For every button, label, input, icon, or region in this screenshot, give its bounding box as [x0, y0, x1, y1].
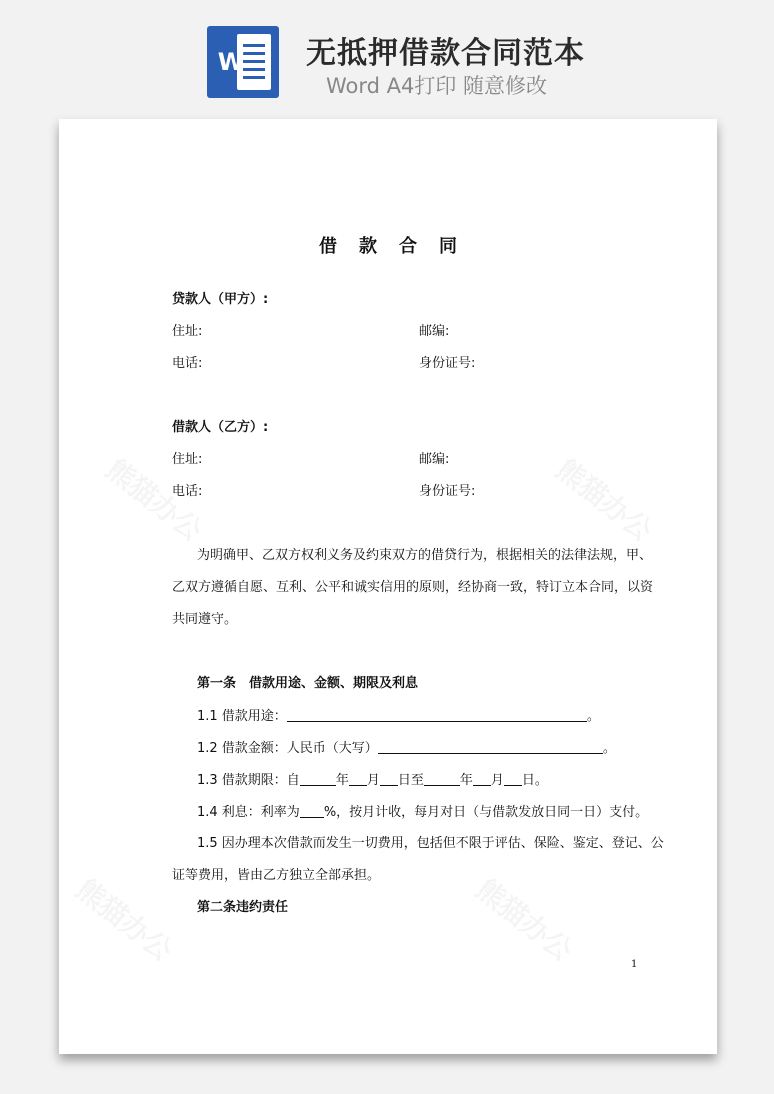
blank-field [378, 740, 603, 754]
clause-1-5-line: 1.5 因办理本次借款而发生一切费用，包括但不限于评估、保险、鉴定、登记、公 [197, 836, 664, 851]
clause-1-3: 1.3 借款期限：自 年 月 日至 年 月 日。 [197, 773, 548, 788]
blank-field [424, 772, 460, 786]
blank-field [287, 708, 587, 722]
page-number: 1 [631, 959, 638, 970]
document-title: 借款合同 [319, 236, 479, 257]
blank-field [504, 772, 522, 786]
page-title: 无抵押借款合同范本 [306, 36, 585, 71]
blank-field [300, 804, 324, 818]
page-subtitle: Word A4打印 随意修改 [326, 74, 548, 98]
lender-address-label: 住址: [172, 324, 203, 339]
lender-postcode-label: 邮编: [419, 324, 450, 339]
watermark [469, 869, 582, 969]
watermark [549, 449, 662, 549]
clause-1-1: 1.1 借款用途： 。 [197, 709, 600, 724]
article2-heading: 第二条违约责任 [197, 900, 289, 915]
lender-phone-label: 电话: [172, 356, 203, 371]
watermark [69, 869, 182, 969]
clause-1-4: 1.4 利息：利率为 %，按月计收，每月对日（与借款发放日同一日）支付。 [197, 805, 649, 820]
borrower-phone-label: 电话: [172, 484, 203, 499]
blank-field [349, 772, 367, 786]
header [0, 0, 774, 115]
clause-label: 1.1 借款用途： [197, 709, 287, 724]
blank-field [473, 772, 491, 786]
blank-field [380, 772, 398, 786]
clause-1-5-line: 证等费用，皆由乙方独立全部承担。 [172, 868, 381, 883]
clause-1-2: 1.2 借款金额：人民币（大写） 。 [197, 741, 616, 756]
borrower-heading: 借款人（乙方）: [172, 420, 269, 435]
borrower-postcode-label: 邮编: [419, 452, 450, 467]
document-page [59, 119, 717, 1054]
word-icon-letter: W [217, 48, 245, 76]
clause-label: 1.2 借款金额：人民币（大写） [197, 741, 378, 756]
preamble-line: 为明确甲、乙双方权利义务及约束双方的借贷行为，根据相关的法律法规，甲、 [197, 548, 653, 563]
borrower-id-label: 身份证号: [419, 484, 476, 499]
preamble-line: 共同遵守。 [172, 612, 238, 627]
blank-field [300, 772, 336, 786]
preamble-line: 乙双方遵循自愿、互利、公平和诚实信用的原则，经协商一致，特订立本合同，以资 [172, 580, 654, 595]
lender-heading: 贷款人（甲方）: [172, 292, 269, 307]
borrower-address-label: 住址: [172, 452, 203, 467]
word-icon [207, 26, 279, 98]
lender-id-label: 身份证号: [419, 356, 476, 371]
article1-heading: 第一条 借款用途、金额、期限及利息 [197, 676, 419, 691]
